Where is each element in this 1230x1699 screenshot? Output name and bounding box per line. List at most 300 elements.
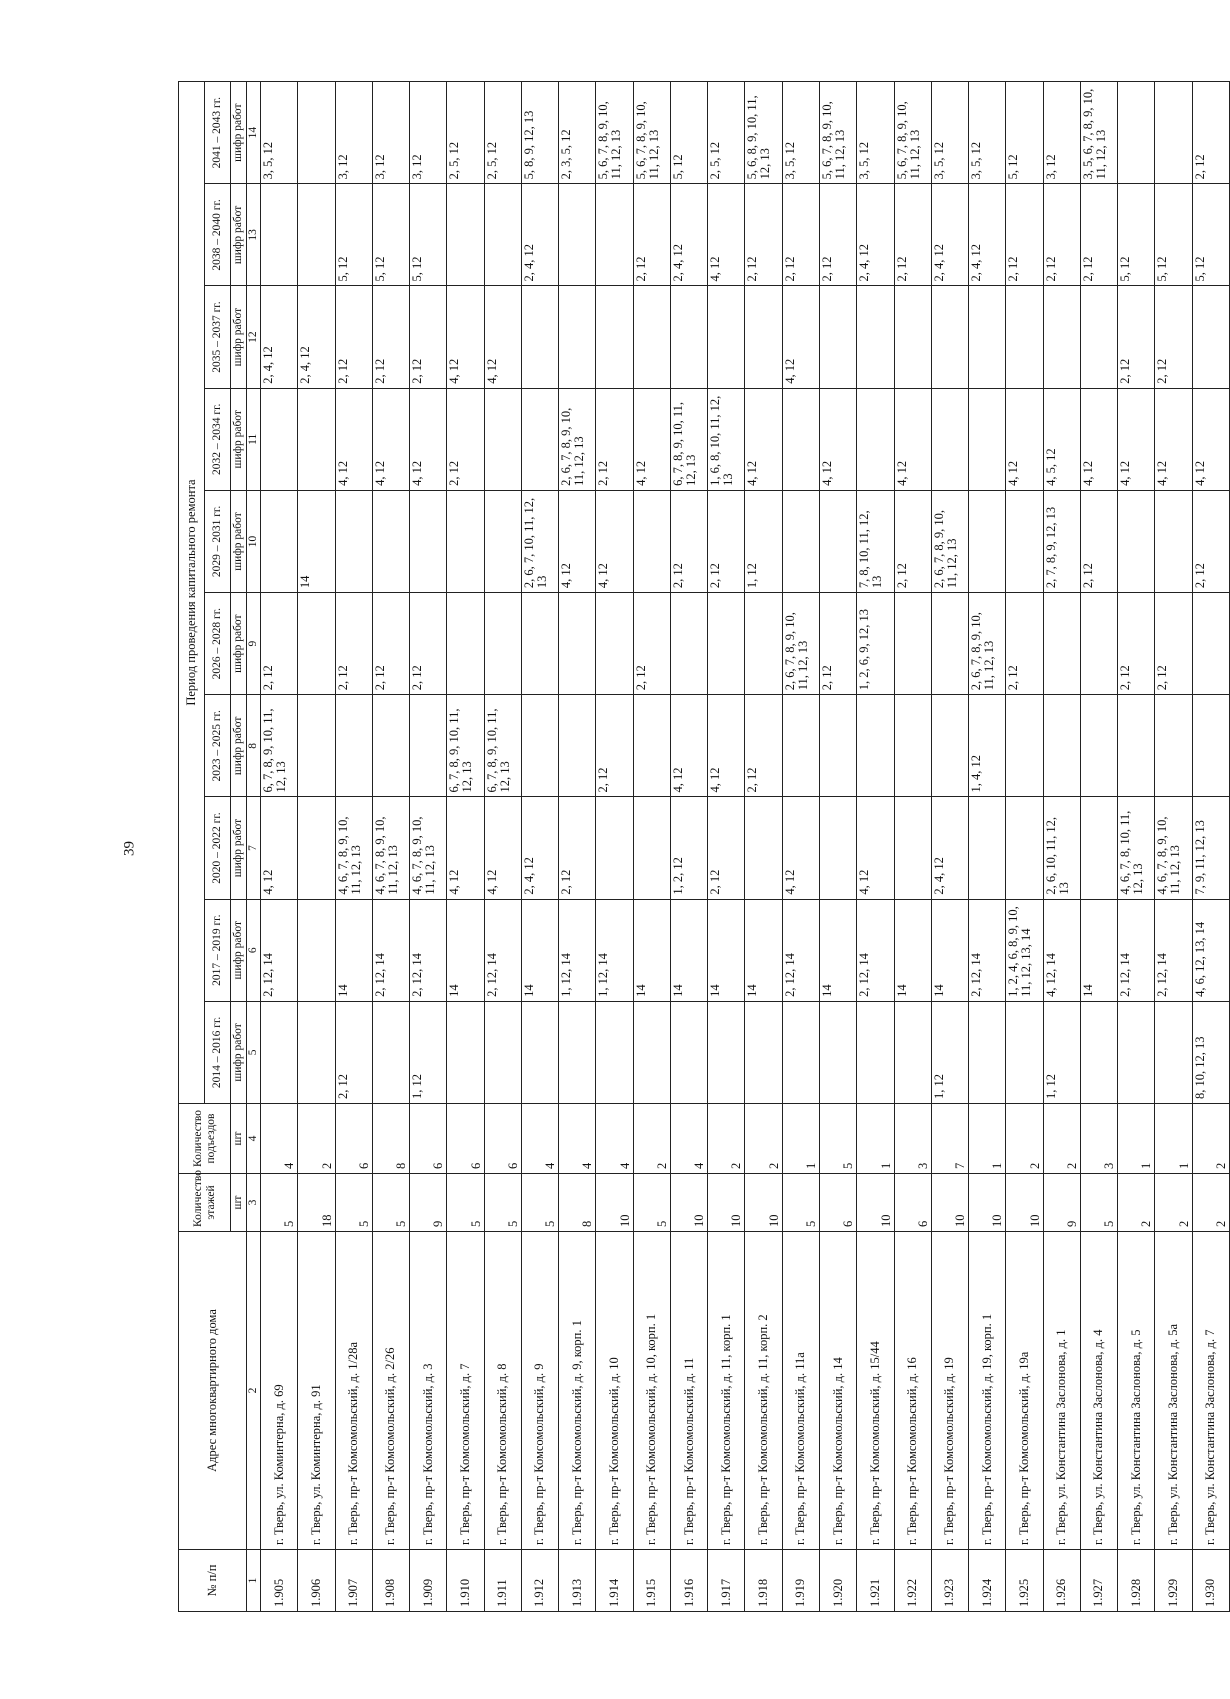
row-entrances: 2 <box>633 1104 670 1174</box>
row-work-codes: 3, 12 <box>372 82 409 184</box>
row-work-codes <box>298 1001 335 1103</box>
row-work-codes: 4, 12 <box>819 388 856 490</box>
table-row <box>484 82 521 1612</box>
row-number: 1.924 <box>969 1550 1006 1612</box>
row-address: г. Тверь, пр-т Комсомольский, д. 2/26 <box>372 1232 409 1550</box>
row-work-codes: 2, 6, 7, 8, 9, 10, 11, 12, 13 <box>559 388 596 490</box>
capital-repair-table <box>178 81 1230 1612</box>
row-work-codes <box>857 286 894 388</box>
row-work-codes <box>745 797 782 899</box>
table-row <box>261 82 298 1612</box>
row-address: г. Тверь, пр-т Комсомольский, д. 11а <box>782 1232 819 1550</box>
header-period: 2014 – 2016 гг. <box>205 1001 231 1103</box>
table-header <box>179 82 261 1612</box>
row-floors: 10 <box>1006 1174 1043 1232</box>
table-row <box>1118 82 1155 1612</box>
row-work-codes <box>559 286 596 388</box>
table-row <box>708 82 745 1612</box>
row-work-codes <box>298 797 335 899</box>
row-work-codes <box>596 286 633 388</box>
row-number: 1.926 <box>1043 1550 1080 1612</box>
row-number: 1.919 <box>782 1550 819 1612</box>
row-work-codes: 14 <box>670 899 707 1001</box>
row-work-codes: 2, 6, 7, 8, 9, 10, 11, 12, 13 <box>782 593 819 695</box>
row-work-codes <box>1043 593 1080 695</box>
row-work-codes <box>819 1001 856 1103</box>
row-work-codes: 7, 9, 11, 12, 13 <box>1192 797 1229 899</box>
row-address: г. Тверь, ул. Коминтерна, д. 91 <box>298 1232 335 1550</box>
row-work-codes: 5, 6, 7, 8, 9, 10, 11, 12, 13 <box>596 82 633 184</box>
row-work-codes <box>447 593 484 695</box>
row-work-codes: 4, 12 <box>708 184 745 286</box>
row-work-codes <box>484 184 521 286</box>
table-row <box>969 82 1006 1612</box>
row-work-codes: 1, 4, 12 <box>969 695 1006 797</box>
row-floors: 10 <box>670 1174 707 1232</box>
row-number: 1.905 <box>261 1550 298 1612</box>
row-work-codes: 2, 12 <box>410 286 447 388</box>
row-work-codes: 4, 12 <box>1080 388 1117 490</box>
row-address: г. Тверь, ул. Константина Заслонова, д. 1 <box>1043 1232 1080 1550</box>
row-work-codes <box>1006 1001 1043 1103</box>
row-work-codes: 2, 12, 14 <box>1118 899 1155 1001</box>
header-col-number: 12 <box>247 286 261 388</box>
row-work-codes: 4, 12 <box>447 286 484 388</box>
row-work-codes: 2, 12 <box>1080 490 1117 592</box>
row-work-codes: 1, 2, 12 <box>670 797 707 899</box>
header-period: 2032 – 2034 гг. <box>205 388 231 490</box>
header-period: 2020 – 2022 гг. <box>205 797 231 899</box>
row-floors: 10 <box>596 1174 633 1232</box>
header-work-code: шифр работ <box>231 593 247 695</box>
row-work-codes: 2, 4, 12 <box>931 797 968 899</box>
row-work-codes: 2, 12, 14 <box>484 899 521 1001</box>
row-work-codes: 2, 12 <box>819 593 856 695</box>
row-number: 1.914 <box>596 1550 633 1612</box>
row-entrances: 2 <box>708 1104 745 1174</box>
row-work-codes: 5, 12 <box>410 184 447 286</box>
row-work-codes <box>708 286 745 388</box>
row-work-codes <box>298 388 335 490</box>
table-row <box>670 82 707 1612</box>
row-work-codes: 14 <box>819 899 856 1001</box>
table-row <box>1192 82 1229 1612</box>
row-address: г. Тверь, пр-т Комсомольский, д. 7 <box>447 1232 484 1550</box>
row-work-codes <box>1155 82 1192 184</box>
row-work-codes: 2, 3, 5, 12 <box>559 82 596 184</box>
row-work-codes: 4, 12 <box>410 388 447 490</box>
row-floors: 9 <box>410 1174 447 1232</box>
row-work-codes: 1, 12 <box>745 490 782 592</box>
row-work-codes: 4, 5, 12 <box>1043 388 1080 490</box>
header-period: 2035 – 2037 гг. <box>205 286 231 388</box>
row-work-codes: 4, 6, 12, 13, 14 <box>1192 899 1229 1001</box>
row-address: г. Тверь, пр-т Комсомольский, д. 9 <box>521 1232 558 1550</box>
row-address: г. Тверь, пр-т Комсомольский, д. 3 <box>410 1232 447 1550</box>
row-work-codes <box>633 695 670 797</box>
row-address: г. Тверь, ул. Константина Заслонова, д. 4 <box>1080 1232 1117 1550</box>
table-row <box>633 82 670 1612</box>
row-work-codes: 5, 12 <box>335 184 372 286</box>
header-col-number: 14 <box>247 82 261 184</box>
header-col-number: 4 <box>247 1104 261 1174</box>
row-work-codes <box>1006 286 1043 388</box>
row-work-codes: 3, 5, 12 <box>782 82 819 184</box>
row-work-codes <box>782 695 819 797</box>
header-period: 2038 – 2040 гг. <box>205 184 231 286</box>
row-work-codes <box>261 184 298 286</box>
table-row <box>894 82 931 1612</box>
row-floors: 5 <box>633 1174 670 1232</box>
row-number: 1.913 <box>559 1550 596 1612</box>
row-work-codes <box>894 695 931 797</box>
row-work-codes: 2, 12 <box>633 184 670 286</box>
row-work-codes <box>1118 1001 1155 1103</box>
row-work-codes <box>670 593 707 695</box>
row-work-codes: 8, 10, 12, 13 <box>1192 1001 1229 1103</box>
row-work-codes: 1, 12 <box>931 1001 968 1103</box>
row-work-codes <box>819 286 856 388</box>
row-floors: 18 <box>298 1174 335 1232</box>
row-entrances: 2 <box>298 1104 335 1174</box>
row-work-codes <box>1043 286 1080 388</box>
row-work-codes <box>931 593 968 695</box>
header-col-number: 10 <box>247 490 261 592</box>
rotated-table-wrapper <box>178 82 1230 1612</box>
row-work-codes: 14 <box>894 899 931 1001</box>
header-col-number: 3 <box>247 1174 261 1232</box>
row-work-codes <box>894 1001 931 1103</box>
row-work-codes <box>969 490 1006 592</box>
row-work-codes <box>410 490 447 592</box>
row-work-codes: 4, 12 <box>894 388 931 490</box>
header-col-number: 1 <box>247 1550 261 1612</box>
row-entrances: 1 <box>969 1104 1006 1174</box>
row-work-codes <box>782 490 819 592</box>
row-work-codes <box>931 695 968 797</box>
row-work-codes: 1, 12, 14 <box>559 899 596 1001</box>
table-row <box>1006 82 1043 1612</box>
header-col-number: 2 <box>247 1232 261 1550</box>
row-work-codes: 4, 12 <box>447 797 484 899</box>
table-row <box>857 82 894 1612</box>
row-work-codes <box>931 388 968 490</box>
row-work-codes: 4, 12 <box>484 797 521 899</box>
row-work-codes: 14 <box>745 899 782 1001</box>
row-number: 1.910 <box>447 1550 484 1612</box>
header-entrances-unit: шт <box>231 1104 247 1174</box>
row-floors: 5 <box>521 1174 558 1232</box>
row-work-codes: 5, 12 <box>1192 184 1229 286</box>
row-work-codes: 2, 12, 14 <box>782 899 819 1001</box>
row-work-codes: 2, 12 <box>410 593 447 695</box>
row-work-codes: 2, 6, 7, 10, 11, 12, 13 <box>521 490 558 592</box>
row-work-codes <box>782 388 819 490</box>
row-work-codes <box>1080 1001 1117 1103</box>
row-work-codes <box>969 1001 1006 1103</box>
row-work-codes: 2, 12 <box>1192 490 1229 592</box>
row-work-codes: 2, 6, 7, 8, 9, 10, 11, 12, 13 <box>931 490 968 592</box>
row-number: 1.923 <box>931 1550 968 1612</box>
row-work-codes <box>484 1001 521 1103</box>
row-address: г. Тверь, пр-т Комсомольский, д. 15/44 <box>857 1232 894 1550</box>
row-work-codes <box>1192 695 1229 797</box>
row-floors: 10 <box>857 1174 894 1232</box>
row-work-codes: 2, 12 <box>559 797 596 899</box>
row-work-codes <box>261 1001 298 1103</box>
row-work-codes <box>857 1001 894 1103</box>
row-work-codes: 2, 12 <box>261 593 298 695</box>
row-address: г. Тверь, пр-т Комсомольский, д. 9, корп. 1 <box>559 1232 596 1550</box>
row-work-codes: 5, 12 <box>670 82 707 184</box>
row-work-codes <box>745 593 782 695</box>
row-address: г. Тверь, ул. Коминтерна, д. 69 <box>261 1232 298 1550</box>
table-body <box>261 82 1230 1612</box>
row-entrances: 2 <box>1043 1104 1080 1174</box>
row-work-codes: 1, 12 <box>410 1001 447 1103</box>
row-work-codes: 14 <box>521 899 558 1001</box>
table-row <box>782 82 819 1612</box>
row-work-codes: 7, 8, 10, 11, 12, 13 <box>857 490 894 592</box>
header-col-number: 5 <box>247 1001 261 1103</box>
header-col-number: 11 <box>247 388 261 490</box>
row-number: 1.916 <box>670 1550 707 1612</box>
header-col-number: 7 <box>247 797 261 899</box>
row-work-codes <box>596 184 633 286</box>
row-work-codes <box>484 388 521 490</box>
row-number: 1.929 <box>1155 1550 1192 1612</box>
header-work-code: шифр работ <box>231 695 247 797</box>
row-work-codes: 2, 12 <box>782 184 819 286</box>
row-work-codes <box>484 593 521 695</box>
row-address: г. Тверь, пр-т Комсомольский, д. 8 <box>484 1232 521 1550</box>
row-work-codes <box>372 490 409 592</box>
row-work-codes <box>1118 490 1155 592</box>
header-work-code: шифр работ <box>231 82 247 184</box>
row-work-codes: 4, 12 <box>782 797 819 899</box>
row-work-codes: 4, 12 <box>559 490 596 592</box>
row-work-codes: 2, 12 <box>894 184 931 286</box>
row-work-codes: 14 <box>1080 899 1117 1001</box>
row-work-codes <box>372 695 409 797</box>
row-work-codes: 5, 6, 7, 8, 9, 10, 11, 12, 13 <box>633 82 670 184</box>
row-floors: 5 <box>1080 1174 1117 1232</box>
row-work-codes: 4, 12 <box>596 490 633 592</box>
table-row <box>298 82 335 1612</box>
row-work-codes <box>894 286 931 388</box>
row-work-codes <box>484 490 521 592</box>
row-work-codes <box>1118 82 1155 184</box>
table-row <box>1043 82 1080 1612</box>
row-work-codes <box>969 797 1006 899</box>
row-number: 1.918 <box>745 1550 782 1612</box>
row-work-codes: 4, 12 <box>708 695 745 797</box>
row-work-codes: 2, 12 <box>1118 286 1155 388</box>
row-work-codes <box>745 1001 782 1103</box>
row-work-codes: 2, 12, 14 <box>372 899 409 1001</box>
header-work-code: шифр работ <box>231 1001 247 1103</box>
row-work-codes <box>1006 797 1043 899</box>
row-work-codes <box>633 286 670 388</box>
row-work-codes: 14 <box>335 899 372 1001</box>
row-work-codes <box>521 388 558 490</box>
row-work-codes: 2, 12, 14 <box>857 899 894 1001</box>
row-number: 1.920 <box>819 1550 856 1612</box>
row-work-codes <box>969 286 1006 388</box>
row-work-codes <box>1043 695 1080 797</box>
row-work-codes <box>335 695 372 797</box>
row-floors: 10 <box>931 1174 968 1232</box>
row-floors: 5 <box>782 1174 819 1232</box>
row-work-codes: 1, 12, 14 <box>596 899 633 1001</box>
row-work-codes <box>1080 695 1117 797</box>
row-work-codes: 2, 12 <box>1006 184 1043 286</box>
row-number: 1.908 <box>372 1550 409 1612</box>
header-period: 2023 – 2025 гг. <box>205 695 231 797</box>
row-work-codes <box>708 593 745 695</box>
row-work-codes: 6, 7, 8, 9, 10, 11, 12, 13 <box>447 695 484 797</box>
row-work-codes <box>447 490 484 592</box>
row-address: г. Тверь, пр-т Комсомольский, д. 11, корп. 2 <box>745 1232 782 1550</box>
row-work-codes: 5, 12 <box>1006 82 1043 184</box>
row-number: 1.912 <box>521 1550 558 1612</box>
row-work-codes <box>559 593 596 695</box>
row-address: г. Тверь, ул. Константина Заслонова, д. 7 <box>1192 1232 1229 1550</box>
row-work-codes: 2, 4, 12 <box>931 184 968 286</box>
row-work-codes: 4, 12 <box>670 695 707 797</box>
row-entrances: 1 <box>857 1104 894 1174</box>
row-work-codes: 2, 12 <box>745 695 782 797</box>
header-work-code: шифр работ <box>231 899 247 1001</box>
row-work-codes: 1, 2, 6, 9, 12, 13 <box>857 593 894 695</box>
row-work-codes <box>298 593 335 695</box>
row-work-codes <box>1118 695 1155 797</box>
row-work-codes <box>521 1001 558 1103</box>
row-work-codes <box>1080 797 1117 899</box>
row-work-codes: 2, 12 <box>372 286 409 388</box>
header-address: Адрес многоквартирного дома <box>179 1232 247 1550</box>
row-work-codes: 2, 7, 8, 9, 12, 13 <box>1043 490 1080 592</box>
row-address: г. Тверь, пр-т Комсомольский, д. 16 <box>894 1232 931 1550</box>
row-floors: 5 <box>261 1174 298 1232</box>
row-work-codes: 2, 12 <box>1155 286 1192 388</box>
table-row <box>447 82 484 1612</box>
header-period: 2029 – 2031 гг. <box>205 490 231 592</box>
row-work-codes: 2, 12 <box>708 490 745 592</box>
row-work-codes <box>298 899 335 1001</box>
row-work-codes: 3, 5, 12 <box>969 82 1006 184</box>
table-row <box>1155 82 1192 1612</box>
row-number: 1.917 <box>708 1550 745 1612</box>
row-work-codes: 14 <box>708 899 745 1001</box>
row-work-codes: 2, 5, 12 <box>484 82 521 184</box>
row-work-codes: 4, 12 <box>261 797 298 899</box>
row-work-codes <box>1192 593 1229 695</box>
row-entrances: 2 <box>1006 1104 1043 1174</box>
row-work-codes <box>1006 490 1043 592</box>
row-work-codes: 4, 6, 7, 8, 9, 10, 11, 12, 13 <box>335 797 372 899</box>
row-floors: 2 <box>1192 1174 1229 1232</box>
row-work-codes: 14 <box>447 899 484 1001</box>
header-work-code: шифр работ <box>231 388 247 490</box>
header-col-number: 9 <box>247 593 261 695</box>
row-work-codes <box>596 593 633 695</box>
row-number: 1.921 <box>857 1550 894 1612</box>
row-work-codes <box>894 797 931 899</box>
row-work-codes: 4, 6, 7, 8, 9, 10, 11, 12, 13 <box>1155 797 1192 899</box>
row-work-codes: 2, 12 <box>1192 82 1229 184</box>
row-work-codes <box>894 593 931 695</box>
header-floors: Количество этажей <box>179 1174 231 1232</box>
row-number: 1.927 <box>1080 1550 1117 1612</box>
row-address: г. Тверь, ул. Константина Заслонова, д. 5 <box>1118 1232 1155 1550</box>
row-work-codes <box>819 490 856 592</box>
row-work-codes: 4, 12 <box>1155 388 1192 490</box>
table-row <box>410 82 447 1612</box>
row-work-codes: 2, 4, 12 <box>298 286 335 388</box>
row-work-codes: 2, 4, 12 <box>969 184 1006 286</box>
row-work-codes: 2, 12 <box>335 593 372 695</box>
row-address: г. Тверь, пр-т Комсомольский, д. 11, корп. 1 <box>708 1232 745 1550</box>
row-number: 1.925 <box>1006 1550 1043 1612</box>
row-work-codes: 3, 12 <box>410 82 447 184</box>
row-work-codes: 4, 12 <box>857 797 894 899</box>
row-work-codes: 4, 12 <box>1006 388 1043 490</box>
row-entrances: 4 <box>521 1104 558 1174</box>
row-address: г. Тверь, пр-т Комсомольский, д. 19а <box>1006 1232 1043 1550</box>
row-entrances: 2 <box>1192 1104 1229 1174</box>
row-address: г. Тверь, пр-т Комсомольский, д. 10, корп. 1 <box>633 1232 670 1550</box>
row-work-codes: 3, 5, 12 <box>931 82 968 184</box>
row-entrances: 2 <box>745 1104 782 1174</box>
header-work-code: шифр работ <box>231 184 247 286</box>
row-work-codes: 2, 12 <box>1118 593 1155 695</box>
row-work-codes: 4, 12, 14 <box>1043 899 1080 1001</box>
row-number: 1.922 <box>894 1550 931 1612</box>
row-work-codes <box>1080 286 1117 388</box>
row-work-codes <box>857 695 894 797</box>
row-work-codes <box>559 1001 596 1103</box>
row-floors: 10 <box>745 1174 782 1232</box>
row-entrances: 6 <box>447 1104 484 1174</box>
header-floors-unit: шт <box>231 1174 247 1232</box>
row-address: г. Тверь, пр-т Комсомольский, д. 19, корп. 1 <box>969 1232 1006 1550</box>
row-work-codes: 3, 5, 12 <box>261 82 298 184</box>
row-work-codes: 2, 12, 14 <box>410 899 447 1001</box>
row-work-codes: 4, 12 <box>782 286 819 388</box>
row-work-codes <box>857 388 894 490</box>
row-entrances: 1 <box>1118 1104 1155 1174</box>
row-work-codes <box>372 1001 409 1103</box>
row-work-codes: 4, 6, 7, 8, 10, 11, 12, 13 <box>1118 797 1155 899</box>
row-work-codes: 2, 12 <box>745 184 782 286</box>
header-period: 2017 – 2019 гг. <box>205 899 231 1001</box>
row-work-codes <box>819 695 856 797</box>
header-work-code: шифр работ <box>231 490 247 592</box>
row-work-codes: 2, 12 <box>819 184 856 286</box>
row-work-codes <box>931 286 968 388</box>
row-floors: 10 <box>969 1174 1006 1232</box>
row-work-codes: 5, 12 <box>372 184 409 286</box>
row-work-codes: 4, 6, 7, 8, 9, 10, 11, 12, 13 <box>410 797 447 899</box>
header-no: № п/п <box>179 1550 247 1612</box>
table-row <box>931 82 968 1612</box>
header-work-code: шифр работ <box>231 797 247 899</box>
row-number: 1.911 <box>484 1550 521 1612</box>
row-entrances: 3 <box>894 1104 931 1174</box>
row-work-codes: 2, 4, 12 <box>521 184 558 286</box>
row-work-codes <box>559 695 596 797</box>
